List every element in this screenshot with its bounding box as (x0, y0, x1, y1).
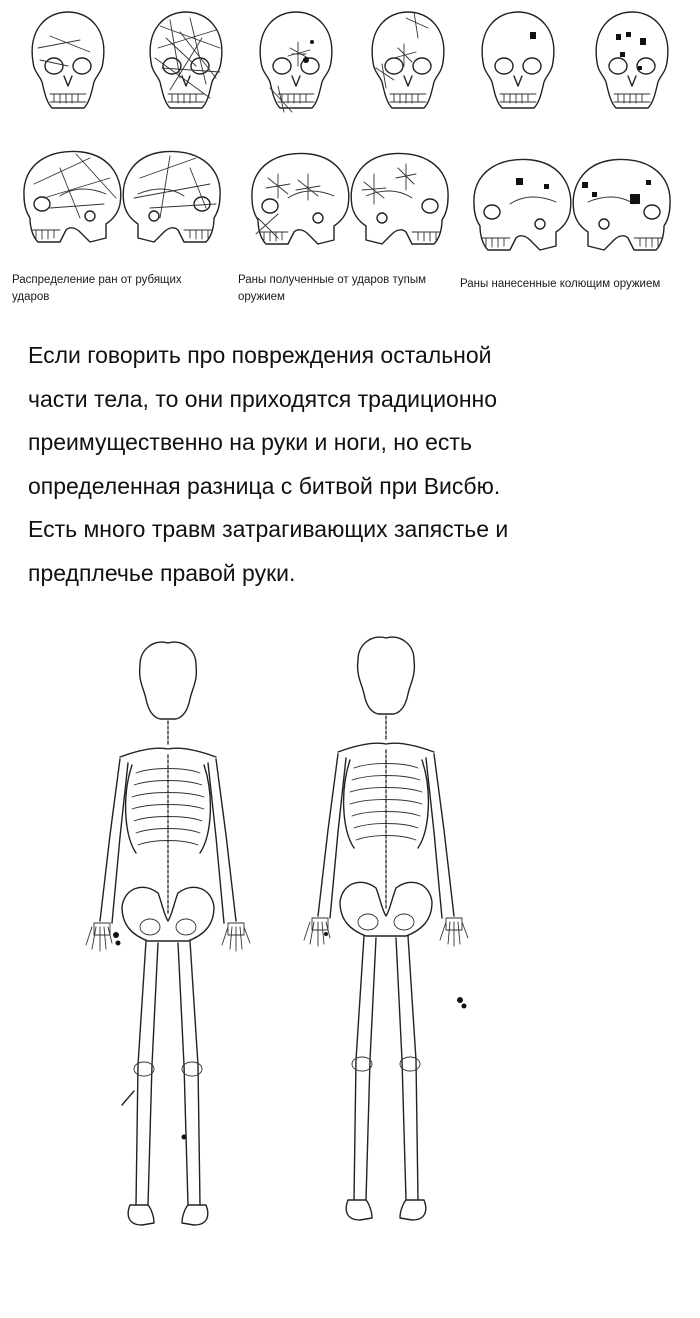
paragraph-line: определенная разница с битвой при Висбю. (28, 472, 501, 499)
paragraph-line: Если говорить про повреждения остальной (28, 342, 492, 368)
blunt-wounds-skulls (248, 8, 458, 263)
skeleton-front-view (82, 645, 282, 1295)
paragraph-line: преимущественно на руки и ноги, но есть (28, 429, 472, 455)
paragraph-line: предплечье правой руки. (28, 559, 296, 586)
stab-wounds-skulls (470, 8, 680, 263)
caption-stab-wounds: Раны нанесенные колющим оружием (460, 278, 661, 290)
paragraph-line: Есть много травм затрагивающих запястье и (28, 516, 509, 542)
body-paragraph (28, 334, 678, 595)
skeleton-back-view (300, 640, 500, 1300)
slash-wounds-skulls (20, 8, 230, 263)
paragraph-line: части тела, то они приходятся традиционно (28, 385, 498, 412)
caption-slash-wounds: Распределение ран от рубящих ударов (12, 274, 182, 303)
caption-blunt-wounds: Раны полученные от ударов тупым оружием (238, 274, 426, 303)
